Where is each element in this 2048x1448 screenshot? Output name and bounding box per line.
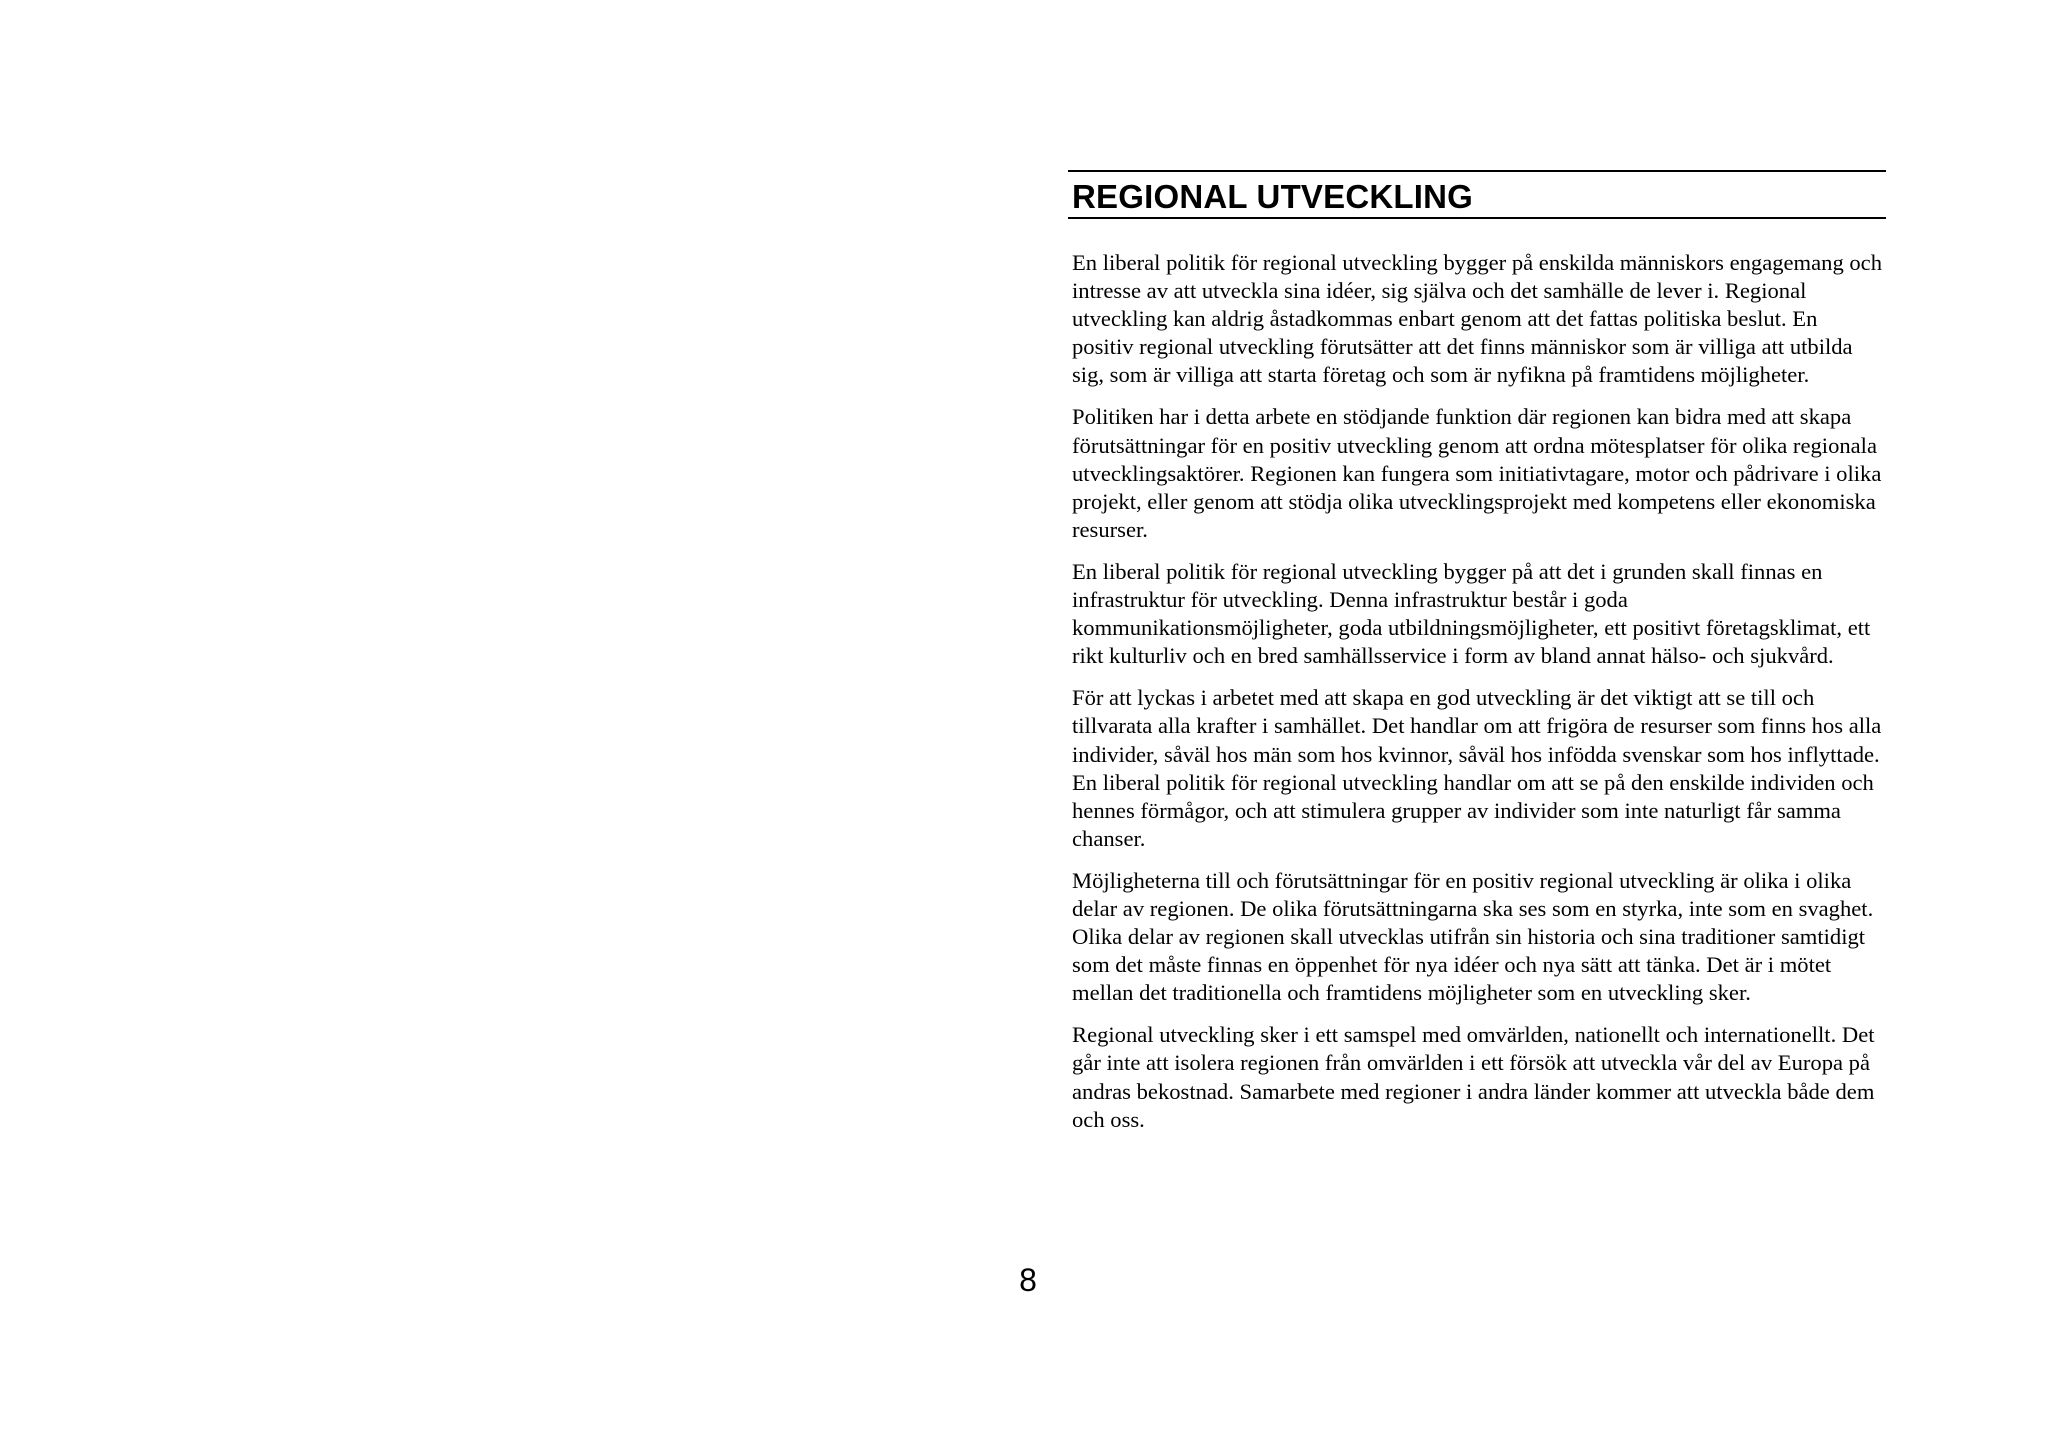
section-title-band bbox=[1068, 170, 1886, 219]
paragraph-6: Regional utveckling sker i ett samspel med omvärlden, nationellt och internationellt. Det går inte att isolera regionen från omvärlden i ett försök att utveckla vår del av Europa på andras bekostnad. Samarbete med regioner i andra länder kommer att utveckla både dem och oss. bbox=[1072, 1022, 1875, 1132]
paragraph-1: En liberal politik för regional utveckling bygger på enskilda människors engagemang och intresse av att utveckla sina idéer, sig själva och det samhälle de lever i. Regional utveckling kan aldrig åstadkommas enbart genom att det fattas politiska beslut. En positiv regional utveckling förutsätter att det finns människor som är villiga att utbilda sig, som är villiga att starta företag och som är nyfikna på framtidens möjligheter. bbox=[1072, 250, 1883, 388]
section-title: REGIONAL UTVECKLING bbox=[1072, 178, 1474, 215]
page-number: 8 bbox=[1019, 1262, 1037, 1298]
right-column bbox=[1068, 170, 1886, 1148]
paragraph-4: För att lyckas i arbetet med att skapa en god utveckling är det viktigt att se till och tillvarata alla krafter i samhället. Det handlar om att frigöra de resurser som finns hos alla individer, såväl hos män som hos kvinnor, såväl hos infödda svenskar som hos inflyttade. En liberal politik för regional utveckling handlar om att se på den enskilde individen och hennes förmågor, och att stimulera grupper av individer som inte naturligt får samma chanser. bbox=[1072, 685, 1882, 851]
paragraph-3: En liberal politik för regional utveckling bygger på att det i grunden skall finnas en infrastruktur för utveckling. Denna infrastruktur består i goda kommunikationsmöjligheter, goda utbildningsmöjligheter, ett positivt företagsklimat, ett rikt kulturliv och en bred samhällsservice i form av bland annat hälso- och sjukvård. bbox=[1072, 558, 1871, 669]
body-text bbox=[1068, 249, 1886, 1134]
paragraph-5: Möjligheterna till och förutsättningar för en positiv regional utveckling är olika i olika delar av regionen. De olika förutsättningarna ska ses som en styrka, inte som en svaghet. Olika delar av regionen skall utvecklas utifrån sin historia och sina traditioner samtidigt som det måste finnas en öppenhet för nya idéer och nya sätt att tänka. Det är i mötet mellan det traditionella och framtidens möjligheter som en utveckling sker. bbox=[1072, 867, 1874, 1006]
paragraph-2: Politiken har i detta arbete en stödjande funktion där regionen kan bidra med att skapa förutsättningar för en positiv utveckling genom att ordna mötesplatser för olika regionala utvecklingsaktörer. Regionen kan fungera som initiativtagare, motor och pådrivare i olika projekt, eller genom att stödja olika utvecklingsprojekt med kompetens eller ekonomiska resurser. bbox=[1072, 404, 1882, 542]
